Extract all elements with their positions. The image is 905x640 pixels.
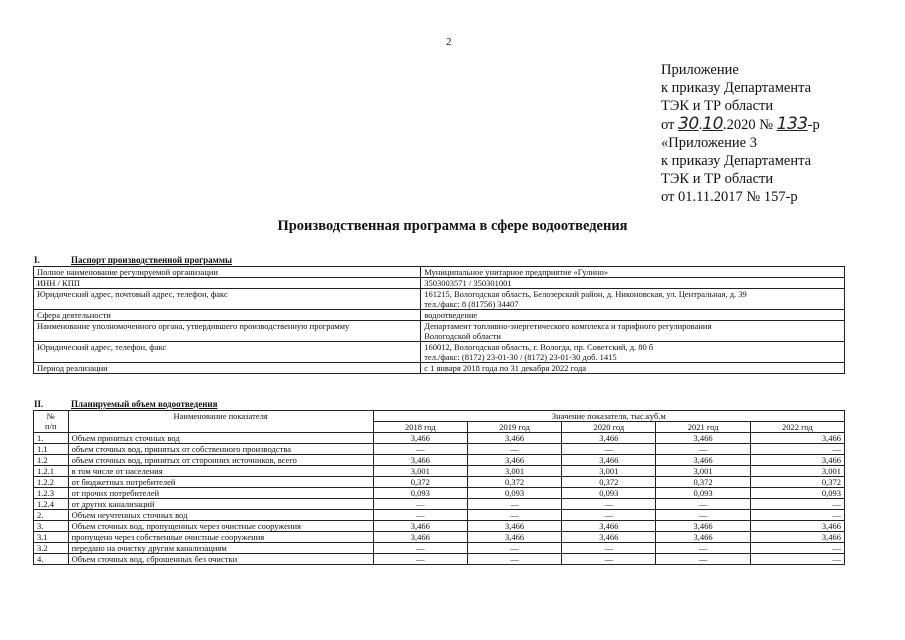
- row-value: 3,466: [656, 521, 750, 532]
- passport-label: ИНН / КПП: [34, 278, 421, 289]
- passport-row: [34, 310, 845, 321]
- row-value: 3,466: [562, 433, 656, 444]
- row-number: 1.2.4: [34, 499, 69, 510]
- table-row: [34, 444, 845, 455]
- row-name: объем сточных вод, принятых от собственного производства: [68, 444, 373, 455]
- row-value: 3,466: [656, 455, 750, 466]
- row-value: 3,466: [562, 455, 656, 466]
- order-number-handwritten: 133: [776, 114, 808, 134]
- row-value: 3,466: [467, 455, 561, 466]
- row-number: 3.1: [34, 532, 69, 543]
- passport-value: [421, 321, 845, 342]
- passport-row: [34, 267, 845, 278]
- order-day-handwritten: 30: [678, 114, 699, 134]
- passport-value: [421, 278, 845, 289]
- row-value: 3,466: [656, 532, 750, 543]
- row-value: 0,372: [562, 477, 656, 488]
- appendix-line: ТЭК и ТР области: [661, 98, 774, 114]
- col-header-year: 2022 год: [750, 422, 844, 433]
- row-value: 3,466: [373, 455, 467, 466]
- passport-value-line: Вологодской области: [424, 331, 501, 341]
- passport-value-line: тел./факс: 8 (81756) 34407: [424, 299, 519, 309]
- appendix-line: к приказу Департамента: [661, 80, 812, 96]
- passport-label: Период реализации: [34, 363, 421, 374]
- row-name: объем сточных вод, принятых от сторонних источников, всего: [68, 455, 373, 466]
- row-number: 1.2: [34, 455, 69, 466]
- row-value: —: [656, 510, 750, 521]
- row-value: —: [373, 444, 467, 455]
- row-value: —: [656, 543, 750, 554]
- row-value: 3,466: [562, 532, 656, 543]
- row-value: —: [750, 510, 844, 521]
- row-number: 1.1: [34, 444, 69, 455]
- row-number: 1.2.2: [34, 477, 69, 488]
- row-value: 3,466: [467, 521, 561, 532]
- passport-value: [421, 363, 845, 374]
- row-value: 3,001: [467, 466, 561, 477]
- order-month-handwritten: 10: [702, 114, 723, 134]
- section1-title: Паспорт производственной программы: [71, 255, 232, 265]
- row-name: Объем сточных вод, пропущенных через очистные сооружения: [68, 521, 373, 532]
- order-suffix: -р: [807, 117, 820, 133]
- row-value: 3,466: [750, 521, 844, 532]
- appendix-line: к приказу Департамента: [661, 153, 812, 169]
- row-value: —: [656, 499, 750, 510]
- row-value: 0,093: [373, 488, 467, 499]
- section1-heading: [34, 255, 232, 265]
- table-row: [34, 488, 845, 499]
- appendix-line: ТЭК и ТР области: [661, 171, 774, 187]
- row-value: 3,466: [467, 532, 561, 543]
- passport-label: Сфера деятельности: [34, 310, 421, 321]
- passport-value: [421, 267, 845, 278]
- row-value: 3,466: [750, 532, 844, 543]
- appendix-order-line: от 30.10.2020 № 133-р: [661, 114, 820, 134]
- row-value: —: [562, 444, 656, 455]
- row-name: передано на очистку другим канализациям: [68, 543, 373, 554]
- volume-table: [33, 410, 845, 565]
- row-name: Объем сточных вод, сброшенных без очистки: [68, 554, 373, 565]
- passport-row: [34, 278, 845, 289]
- col-header-year: 2020 год: [562, 422, 656, 433]
- page-number: 2: [446, 36, 452, 48]
- row-value: 0,372: [373, 477, 467, 488]
- row-value: —: [373, 510, 467, 521]
- row-name: Объем принятых сточных вод: [68, 433, 373, 444]
- appendix-block: [661, 61, 820, 206]
- row-number: 4.: [34, 554, 69, 565]
- col-header-year: 2021 год: [656, 422, 750, 433]
- appendix-line: «Приложение 3: [661, 135, 757, 151]
- table-row: [34, 521, 845, 532]
- row-value: 0,372: [656, 477, 750, 488]
- row-value: —: [656, 444, 750, 455]
- appendix-line: от 01.11.2017 № 157-р: [661, 189, 798, 205]
- row-number: 1.2.1: [34, 466, 69, 477]
- row-value: —: [467, 499, 561, 510]
- row-value: —: [467, 543, 561, 554]
- passport-table: [33, 266, 845, 374]
- section2-title: Планируемый объем водоотведения: [71, 399, 218, 409]
- appendix-line: Приложение: [661, 62, 739, 78]
- row-number: 3.: [34, 521, 69, 532]
- row-name: пропущено через собственные очистные сооружения: [68, 532, 373, 543]
- row-value: 3,001: [562, 466, 656, 477]
- passport-value-line: водоотведение: [424, 310, 478, 320]
- row-value: —: [750, 444, 844, 455]
- row-name: в том числе от населения: [68, 466, 373, 477]
- table-row: [34, 477, 845, 488]
- order-year: .2020 №: [722, 117, 774, 133]
- row-value: —: [750, 554, 844, 565]
- row-number: 1.2.3: [34, 488, 69, 499]
- row-number: 1.: [34, 433, 69, 444]
- row-number: 3.2: [34, 543, 69, 554]
- table-row: [34, 543, 845, 554]
- passport-value-line: 3503003571 / 350301001: [424, 278, 512, 288]
- table-row: [34, 433, 845, 444]
- row-value: 3,001: [750, 466, 844, 477]
- passport-value: [421, 289, 845, 310]
- row-value: 0,372: [750, 477, 844, 488]
- row-value: —: [373, 543, 467, 554]
- col-header-values: Значение показателя, тыс.куб.м: [373, 411, 844, 422]
- row-value: —: [656, 554, 750, 565]
- row-value: —: [467, 554, 561, 565]
- passport-value-line: с 1 января 2018 года по 31 декабря 2022 года: [424, 363, 587, 373]
- row-value: —: [373, 499, 467, 510]
- row-value: —: [562, 499, 656, 510]
- section2-heading: [34, 399, 217, 409]
- row-value: 3,466: [373, 433, 467, 444]
- passport-label: Юридический адрес, телефон, факс: [34, 342, 421, 363]
- passport-label: Полное наименование регулируемой организации: [34, 267, 421, 278]
- row-value: —: [373, 554, 467, 565]
- passport-value-line: Департамент топливно-энергетического комплекса и тарифного регулирования: [424, 321, 712, 331]
- passport-value-line: 161215, Вологодская область, Белозерский район, д. Никоновская, ул. Центральная, д. 39: [424, 289, 747, 299]
- row-value: —: [467, 510, 561, 521]
- row-name: от прочих потребителей: [68, 488, 373, 499]
- row-value: 0,093: [562, 488, 656, 499]
- row-name: Объем неучтенных сточных вод: [68, 510, 373, 521]
- passport-row: [34, 342, 845, 363]
- row-value: 3,466: [467, 433, 561, 444]
- passport-row: [34, 321, 845, 342]
- document-title: Производственная программа в сфере водоотведения: [277, 218, 628, 234]
- row-value: 3,466: [562, 521, 656, 532]
- row-value: —: [562, 543, 656, 554]
- row-value: —: [750, 543, 844, 554]
- passport-value-line: Муниципальное унитарное предприятие «Гулино»: [424, 267, 609, 277]
- row-value: 0,093: [656, 488, 750, 499]
- table-row: [34, 510, 845, 521]
- row-value: 0,093: [750, 488, 844, 499]
- row-value: 0,093: [467, 488, 561, 499]
- passport-row: [34, 363, 845, 374]
- row-value: 3,466: [373, 532, 467, 543]
- row-value: —: [467, 444, 561, 455]
- col-header-number: № п/п: [34, 411, 69, 433]
- row-value: 0,372: [467, 477, 561, 488]
- table-row: [34, 455, 845, 466]
- passport-value-line: 160012, Вологодская область, г. Вологда, пр. Советский, д. 80 б: [424, 342, 654, 352]
- row-value: 3,466: [656, 433, 750, 444]
- row-value: 3,001: [373, 466, 467, 477]
- row-name: от других канализаций: [68, 499, 373, 510]
- section1-number: I.: [34, 255, 40, 265]
- col-header-year: 2018 год: [373, 422, 467, 433]
- order-prefix: от: [661, 117, 675, 133]
- table-row: [34, 532, 845, 543]
- row-value: 3,466: [750, 455, 844, 466]
- row-value: 3,001: [656, 466, 750, 477]
- table-row: [34, 499, 845, 510]
- row-value: 3,466: [373, 521, 467, 532]
- passport-label: Юридический адрес, почтовый адрес, телефон, факс: [34, 289, 421, 310]
- row-value: —: [562, 554, 656, 565]
- section2-number: II.: [34, 399, 44, 409]
- row-name: от бюджетных потребителей: [68, 477, 373, 488]
- passport-value: [421, 310, 845, 321]
- row-value: 3,466: [750, 433, 844, 444]
- col-header-name: Наименование показателя: [68, 411, 373, 433]
- table-row: [34, 554, 845, 565]
- row-number: 2.: [34, 510, 69, 521]
- row-value: —: [562, 510, 656, 521]
- col-header-year: 2019 год: [467, 422, 561, 433]
- passport-row: [34, 289, 845, 310]
- passport-label: Наименование уполномоченного органа, утвердившего производственную программу: [34, 321, 421, 342]
- table-row: [34, 466, 845, 477]
- passport-value-line: тел./факс: (8172) 23-01-30 / (8172) 23-01-30 доб. 1415: [424, 352, 617, 362]
- passport-value: [421, 342, 845, 363]
- row-value: —: [750, 499, 844, 510]
